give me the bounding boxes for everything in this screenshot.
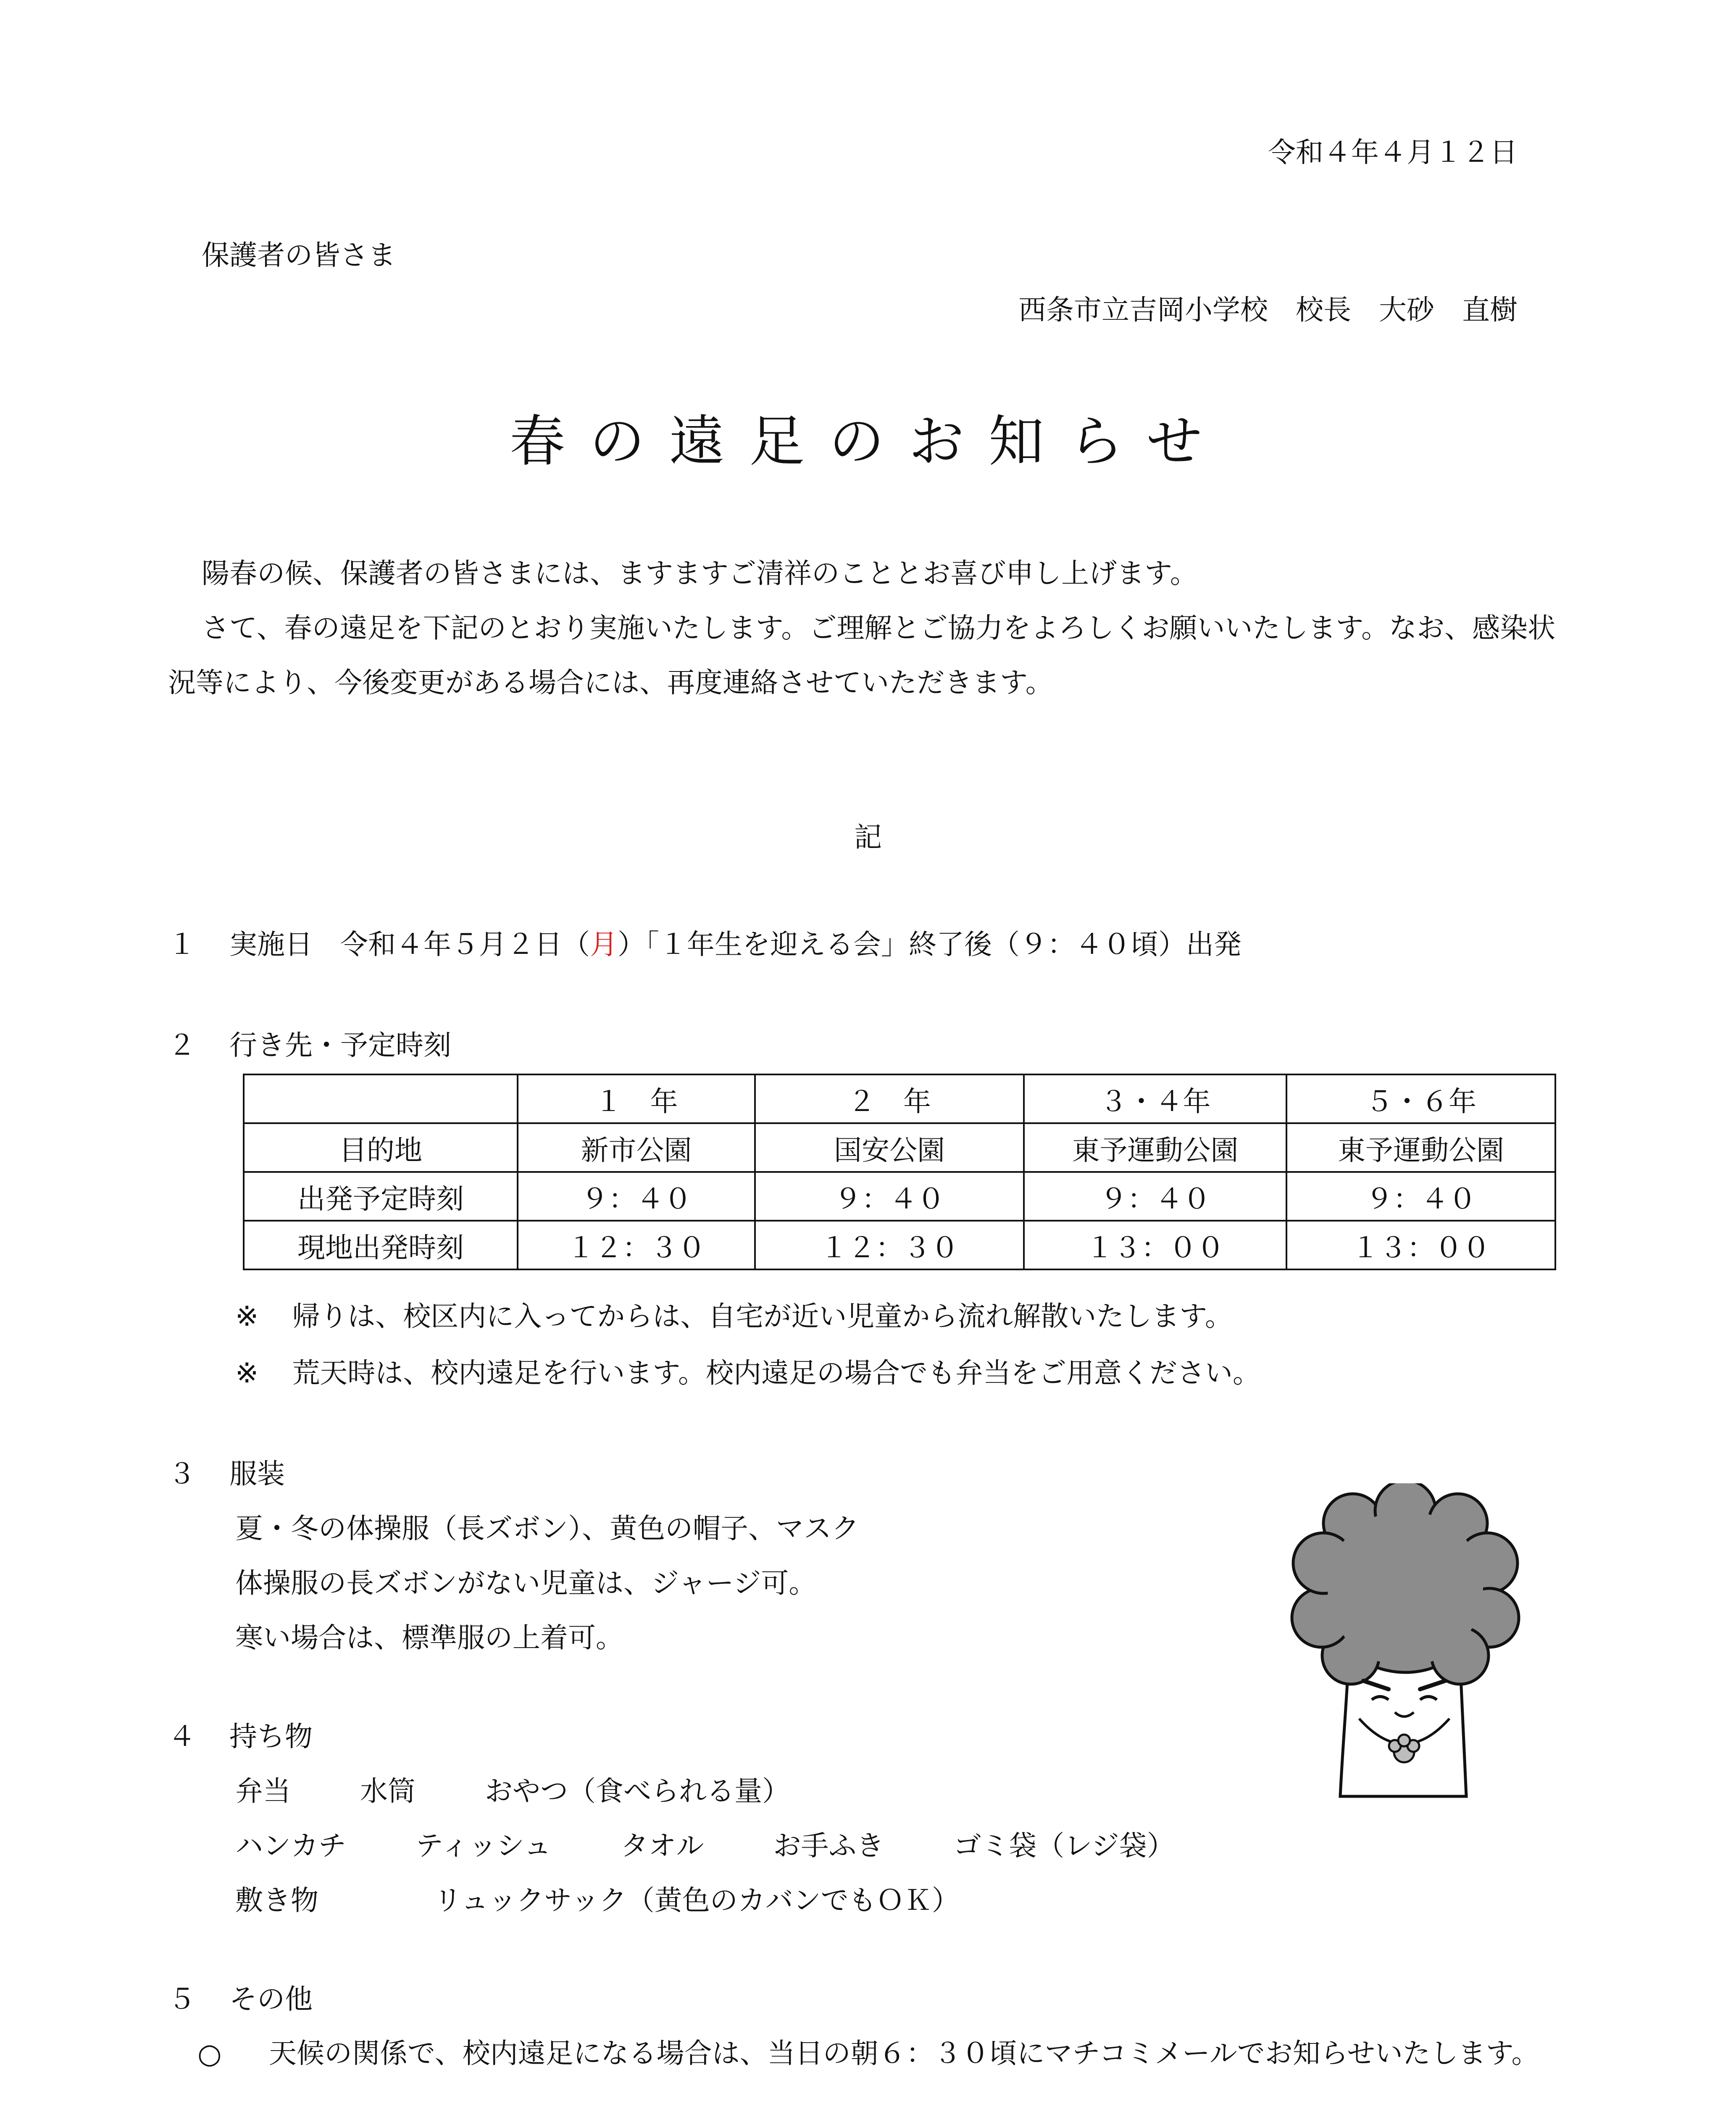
section-number: １ <box>168 928 196 961</box>
table-cell: 目的地 <box>244 1123 518 1172</box>
event-date-detail: ）「１年生を迎える会」終了後（９：４０頃）出発 <box>618 928 1242 961</box>
item: ゴミ袋（レジ袋） <box>953 1830 1175 1862</box>
ki-marker: 記 <box>854 821 882 853</box>
table-cell: 現地出発時刻 <box>244 1221 518 1269</box>
items-row-1 <box>235 1777 790 1805</box>
page-title: 春の遠足のお知らせ <box>509 409 1227 474</box>
table-cell: １２：３０ <box>755 1221 1024 1269</box>
table-header-cell: ２ 年 <box>755 1074 1024 1123</box>
section-number: ５ <box>168 1983 196 2015</box>
table-cell: ９：４０ <box>1024 1172 1286 1221</box>
table-cell: １２：３０ <box>518 1221 755 1269</box>
item: 敷き物 <box>235 1884 318 1917</box>
section-label: 行き先・予定時刻 <box>229 1029 451 1061</box>
section-label: 持ち物 <box>229 1720 313 1753</box>
items-row-2 <box>235 1832 1175 1860</box>
section-number: ４ <box>168 1720 196 1753</box>
note-mark: ※ <box>235 1357 259 1389</box>
issue-date: 令和４年４月１２日 <box>1268 136 1518 169</box>
intro-greeting: 陽春の候、保護者の皆さまには、ますますご清祥のこととお喜び申し上げます。 <box>202 557 1198 590</box>
table-cell: ９：４０ <box>1286 1172 1555 1221</box>
item: おやつ（食べられる量） <box>485 1775 790 1807</box>
section-number: ３ <box>168 1458 196 1490</box>
tree-mascot-icon <box>1269 1483 1542 1803</box>
table-header-cell <box>244 1074 518 1123</box>
items-row-3 <box>235 1884 960 1917</box>
section-label: 実施日 <box>229 928 313 961</box>
table-row <box>244 1172 1555 1221</box>
table-cell: ９：４０ <box>518 1172 755 1221</box>
clothing-line: 体操服の長ズボンがない児童は、ジャージ可。 <box>235 1567 817 1599</box>
clothing-line: 寒い場合は、標準服の上着可。 <box>235 1622 623 1654</box>
table-cell: 新市公園 <box>518 1123 755 1172</box>
note-2 <box>235 1359 1260 1387</box>
addressee: 保護者の皆さま <box>202 239 396 271</box>
section-5 <box>168 1985 313 2013</box>
item: タオル <box>621 1830 704 1862</box>
table-cell: 出発予定時刻 <box>244 1172 518 1221</box>
table-header-cell: ５・６年 <box>1286 1074 1555 1123</box>
table-cell: １３：００ <box>1024 1221 1286 1269</box>
event-weekday: 月 <box>590 928 618 961</box>
table-cell: 東予運動公園 <box>1286 1123 1555 1172</box>
table-header-cell: １ 年 <box>518 1074 755 1123</box>
note-1 <box>235 1300 1233 1332</box>
item: ハンカチ <box>235 1830 346 1862</box>
item: お手ふき <box>773 1830 884 1862</box>
other-item-1: 天候の関係で、校内遠足になる場合は、当日の朝６：３０頃にマチコミメールでお知らせいたします。 <box>269 2037 1539 2069</box>
note-text: 帰りは、校区内に入ってからは、自宅が近い児童から流れ解散いたします。 <box>292 1300 1233 1332</box>
section-4 <box>168 1720 313 1753</box>
intro-body: さて、春の遠足を下記のとおり実施いたします。ご理解とご協力をよろしくお願いいたします。なお、感染状況等により、今後変更がある場合には、再度連絡させていただきます。 <box>168 612 1556 699</box>
table-cell: ９：４０ <box>755 1172 1024 1221</box>
table-cell: １３：００ <box>1286 1221 1555 1269</box>
table-header-row <box>244 1074 1555 1123</box>
table-row <box>244 1221 1555 1269</box>
section-label: その他 <box>229 1983 313 2015</box>
bullet-icon: ○ <box>197 2038 222 2070</box>
item: リュックサック（黄色のカバンでもＯＫ） <box>434 1884 960 1917</box>
section-1 <box>168 928 1242 961</box>
note-text: 荒天時は、校内遠足を行います。校内遠足の場合でも弁当をご用意ください。 <box>292 1357 1261 1389</box>
table-row <box>244 1123 1555 1172</box>
item: ティッシュ <box>416 1830 552 1862</box>
schedule-table <box>243 1074 1556 1270</box>
section-number: ２ <box>168 1029 196 1061</box>
note-mark: ※ <box>235 1300 259 1332</box>
item: 弁当 <box>235 1775 291 1807</box>
section-label: 服装 <box>229 1458 285 1490</box>
sender: 西条市立吉岡小学校 校長 大砂 直樹 <box>1018 294 1518 326</box>
table-cell: 東予運動公園 <box>1024 1123 1286 1172</box>
clothing-line: 夏・冬の体操服（長ズボン）、黄色の帽子、マスク <box>235 1512 859 1545</box>
table-cell: 国安公園 <box>755 1123 1024 1172</box>
table-header-cell: ３・４年 <box>1024 1074 1286 1123</box>
section-3 <box>168 1460 285 1488</box>
item: 水筒 <box>360 1775 416 1807</box>
section-2 <box>168 1029 451 1061</box>
event-date: 令和４年５月２日（ <box>340 928 590 961</box>
